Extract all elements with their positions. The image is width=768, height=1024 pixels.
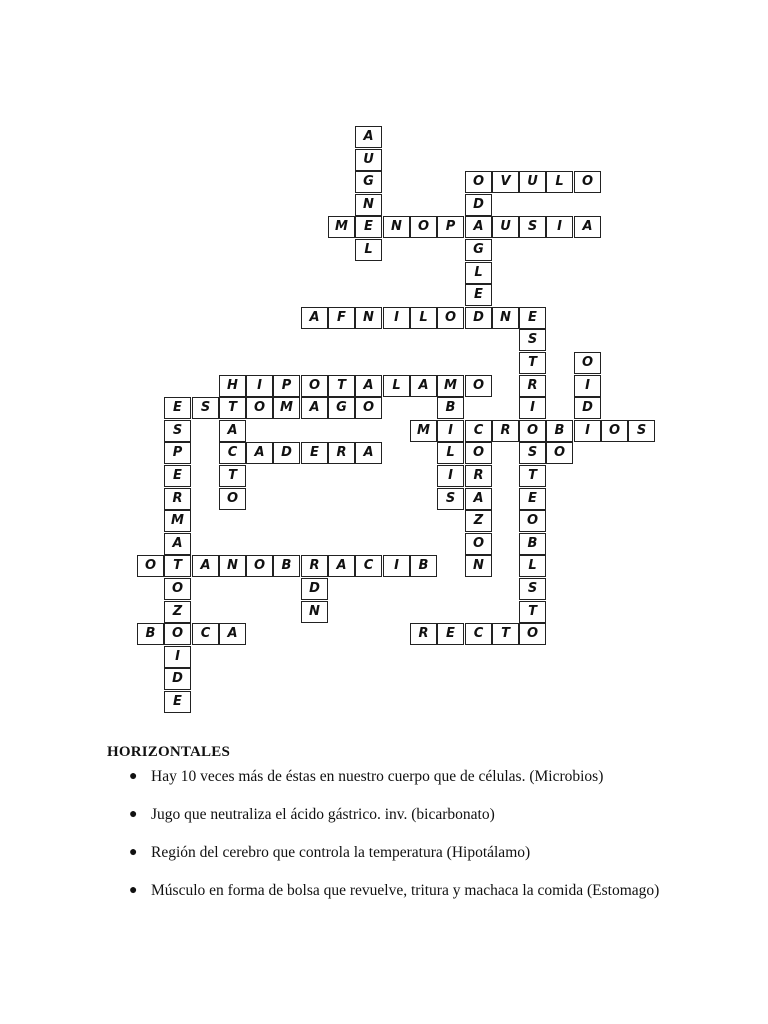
clue-text: Hay 10 veces más de éstas en nuestro cuerpo que de células. (Microbios) bbox=[151, 768, 604, 785]
clue-item bbox=[107, 805, 727, 825]
clue-text: Jugo que neutraliza el ácido gástrico. inv. (bicarbonato) bbox=[151, 806, 495, 823]
crossword-cell: Z bbox=[465, 510, 492, 532]
crossword-cell: Z bbox=[164, 601, 191, 623]
crossword-cell: G bbox=[465, 239, 492, 261]
crossword-cell: S bbox=[628, 420, 655, 442]
crossword-cell: P bbox=[437, 216, 464, 238]
crossword-cell: O bbox=[465, 533, 492, 555]
crossword-cell: O bbox=[164, 578, 191, 600]
crossword-cell: L bbox=[355, 239, 382, 261]
crossword-cell: A bbox=[164, 533, 191, 555]
crossword-cell: O bbox=[219, 488, 246, 510]
crossword-cell: I bbox=[164, 646, 191, 668]
crossword-cell: R bbox=[328, 442, 355, 464]
crossword-cell: A bbox=[246, 442, 273, 464]
crossword-cell: T bbox=[164, 555, 191, 577]
crossword-cell: R bbox=[465, 465, 492, 487]
crossword-cell: S bbox=[519, 578, 546, 600]
crossword-cell: E bbox=[301, 442, 328, 464]
clues-list bbox=[107, 767, 727, 901]
crossword-cell: B bbox=[437, 397, 464, 419]
crossword-cell: T bbox=[519, 465, 546, 487]
crossword-cell: O bbox=[574, 171, 601, 193]
crossword-cell: O bbox=[465, 171, 492, 193]
crossword-cell: R bbox=[164, 488, 191, 510]
crossword-cell: D bbox=[164, 668, 191, 690]
crossword-cell: O bbox=[465, 442, 492, 464]
crossword-cell: L bbox=[465, 262, 492, 284]
crossword-cell: P bbox=[273, 375, 300, 397]
crossword-cell: D bbox=[465, 194, 492, 216]
crossword-cell: O bbox=[519, 510, 546, 532]
clue-item bbox=[107, 767, 727, 787]
crossword-cell: O bbox=[601, 420, 628, 442]
crossword-cell: C bbox=[219, 442, 246, 464]
crossword-cell: R bbox=[410, 623, 437, 645]
clue-text: Región del cerebro que controla la temperatura (Hipotálamo) bbox=[151, 844, 531, 861]
crossword-cell: B bbox=[546, 420, 573, 442]
bullet-icon: ● bbox=[129, 883, 138, 898]
crossword-cell: G bbox=[328, 397, 355, 419]
crossword-cell: T bbox=[328, 375, 355, 397]
crossword-cell: L bbox=[546, 171, 573, 193]
crossword-cell: I bbox=[437, 420, 464, 442]
bullet-icon: ● bbox=[129, 807, 138, 822]
crossword-cell: A bbox=[328, 555, 355, 577]
crossword-cell: O bbox=[410, 216, 437, 238]
crossword-cell: N bbox=[355, 307, 382, 329]
crossword-cell: C bbox=[465, 420, 492, 442]
crossword-cell: L bbox=[437, 442, 464, 464]
crossword-cell: N bbox=[465, 555, 492, 577]
clues-heading: HORIZONTALES bbox=[107, 744, 230, 760]
clue-text: Músculo en forma de bolsa que revuelve, tritura y machaca la comida (Estomago) bbox=[151, 882, 660, 899]
crossword-cell: D bbox=[465, 307, 492, 329]
crossword-cell: A bbox=[355, 375, 382, 397]
crossword-cell: O bbox=[519, 623, 546, 645]
crossword-cell: R bbox=[492, 420, 519, 442]
crossword-cell: S bbox=[519, 329, 546, 351]
crossword-cell: E bbox=[519, 307, 546, 329]
bullet-icon: ● bbox=[129, 845, 138, 860]
crossword-cell: O bbox=[164, 623, 191, 645]
crossword-cell: D bbox=[301, 578, 328, 600]
bullet-icon: ● bbox=[129, 769, 138, 784]
crossword-cell: L bbox=[519, 555, 546, 577]
crossword-cell: T bbox=[219, 397, 246, 419]
crossword-cell: E bbox=[465, 284, 492, 306]
clue-item bbox=[107, 881, 727, 901]
crossword-cell: B bbox=[519, 533, 546, 555]
crossword-cell: S bbox=[519, 216, 546, 238]
crossword-cell: E bbox=[437, 623, 464, 645]
crossword-cell: B bbox=[137, 623, 164, 645]
crossword-cell: U bbox=[355, 149, 382, 171]
crossword-cell: I bbox=[574, 375, 601, 397]
crossword-cell: R bbox=[301, 555, 328, 577]
crossword-cell: T bbox=[519, 601, 546, 623]
clue-item bbox=[107, 843, 727, 863]
crossword-cell: O bbox=[574, 352, 601, 374]
crossword-cell: I bbox=[383, 555, 410, 577]
crossword-cell: T bbox=[219, 465, 246, 487]
clues-section bbox=[107, 744, 727, 919]
crossword-cell: M bbox=[328, 216, 355, 238]
crossword-cell: T bbox=[492, 623, 519, 645]
crossword-cell: O bbox=[137, 555, 164, 577]
crossword-cell: A bbox=[301, 307, 328, 329]
crossword-cell: I bbox=[519, 397, 546, 419]
crossword-cell: T bbox=[519, 352, 546, 374]
crossword-cell: A bbox=[192, 555, 219, 577]
crossword-cell: E bbox=[355, 216, 382, 238]
crossword-cell: M bbox=[410, 420, 437, 442]
crossword-cell: D bbox=[273, 442, 300, 464]
crossword-cell: O bbox=[246, 397, 273, 419]
crossword-cell: C bbox=[465, 623, 492, 645]
crossword-cell: A bbox=[465, 488, 492, 510]
crossword-cell: O bbox=[546, 442, 573, 464]
crossword-cell: P bbox=[164, 442, 191, 464]
crossword-cell: L bbox=[410, 307, 437, 329]
crossword-cell: O bbox=[519, 420, 546, 442]
crossword-cell: A bbox=[574, 216, 601, 238]
crossword-cell: I bbox=[574, 420, 601, 442]
crossword-cell: R bbox=[519, 375, 546, 397]
crossword-cell: A bbox=[355, 442, 382, 464]
crossword-cell: E bbox=[164, 691, 191, 713]
crossword-cell: N bbox=[383, 216, 410, 238]
crossword-cell: N bbox=[219, 555, 246, 577]
crossword-cell: S bbox=[437, 488, 464, 510]
crossword-cell: D bbox=[574, 397, 601, 419]
crossword-cell: H bbox=[219, 375, 246, 397]
crossword-cell: I bbox=[546, 216, 573, 238]
crossword-cell: N bbox=[355, 194, 382, 216]
crossword-cell: A bbox=[465, 216, 492, 238]
crossword-cell: O bbox=[301, 375, 328, 397]
crossword-cell: B bbox=[410, 555, 437, 577]
crossword-cell: O bbox=[465, 375, 492, 397]
crossword-cell: E bbox=[164, 465, 191, 487]
crossword-cell: L bbox=[383, 375, 410, 397]
crossword-cell: S bbox=[164, 420, 191, 442]
crossword-cell: M bbox=[164, 510, 191, 532]
crossword-cell: C bbox=[355, 555, 382, 577]
crossword-cell: A bbox=[219, 623, 246, 645]
crossword-cell: O bbox=[246, 555, 273, 577]
crossword-cell: I bbox=[246, 375, 273, 397]
crossword-cell: I bbox=[437, 465, 464, 487]
crossword-cell: M bbox=[273, 397, 300, 419]
crossword-cell: C bbox=[192, 623, 219, 645]
crossword-cell: O bbox=[355, 397, 382, 419]
crossword-cell: A bbox=[410, 375, 437, 397]
crossword-cell: M bbox=[437, 375, 464, 397]
crossword-cell: V bbox=[492, 171, 519, 193]
crossword-cell: A bbox=[355, 126, 382, 148]
crossword-cell: U bbox=[519, 171, 546, 193]
crossword-cell: N bbox=[301, 601, 328, 623]
crossword-cell: O bbox=[437, 307, 464, 329]
crossword-cell: U bbox=[492, 216, 519, 238]
crossword-cell: S bbox=[192, 397, 219, 419]
crossword-cell: E bbox=[519, 488, 546, 510]
crossword-cell: A bbox=[301, 397, 328, 419]
crossword-cell: F bbox=[328, 307, 355, 329]
crossword-cell: A bbox=[219, 420, 246, 442]
crossword-cell: S bbox=[519, 442, 546, 464]
crossword-cell: E bbox=[164, 397, 191, 419]
crossword-cell: I bbox=[383, 307, 410, 329]
crossword-cell: G bbox=[355, 171, 382, 193]
crossword-cell: B bbox=[273, 555, 300, 577]
crossword-cell: N bbox=[492, 307, 519, 329]
